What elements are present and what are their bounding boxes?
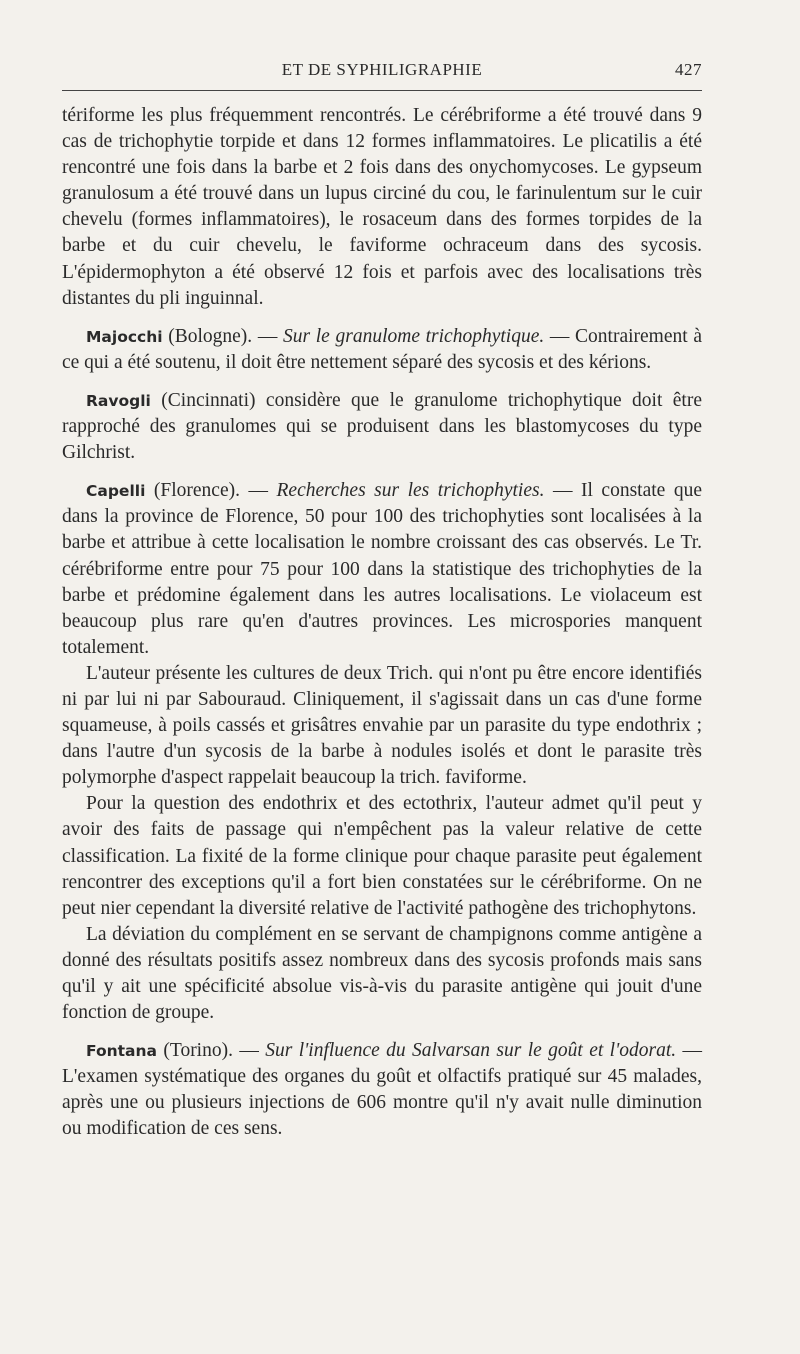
author-place: (Torino). — [157, 1040, 266, 1062]
author-name: Fontana [86, 1042, 158, 1061]
header-rule [62, 90, 702, 91]
abstract-body: — L'examen systématique des organes du goût et olfactifs pratiqué sur 45 malades, après une ou plusieurs injections de 606 montre qu'il n'y avait nulle diminution ou modification de ces sens. [62, 1040, 703, 1140]
author-place: (Florence). — [145, 480, 277, 502]
page-number: 427 [675, 60, 702, 79]
article-title: Sur le granulome trichophytique. [283, 325, 545, 347]
paragraph-auteur: L'auteur présente les cultures de deux Trich. qui n'ont pu être encore identifiés ni par lui ni par Sabouraud. Cliniquement, il s'agissait dans un cas d'une forme squameuse, à poils cassés et grisâtres envahie par un parasite du type endothrix ; dans l'autre d'un sycosis de la barbe à nodules isolés et dont le parasite très polymorphe d'aspect rappelait beaucoup la trich. faviforme. [62, 662, 702, 789]
running-header [62, 58, 702, 90]
paragraph-deviation: La déviation du complément en se servant de champignons comme antigène a donné des résultats positifs assez nombreux dans des sycosis profonds mais sans qu'il y ait une spécificité absolue vis-à-vis du parasite antigène qui jouit d'une fonction de groupe. [62, 923, 702, 1024]
running-title: ET DE SYPHILIGRAPHIE [281, 60, 483, 79]
abstract-capelli [62, 478, 702, 661]
author-name: Majocchi [86, 327, 163, 346]
paragraph-continued: tériforme les plus fréquemment rencontrés. Le cérébriforme a été trouvé dans 9 cas de trichophytie torpide et dans 12 formes inflammatoires. Le plicatilis a été rencontré une fois dans la barbe et 2 fois dans des onychomycoses. Le gypseum granulosum a été trouvé dans un lupus circiné du cou, le farinulentum sur le cuir chevelu (formes inflammatoires), le rosaceum dans des formes torpides de la barbe et du cuir chevelu, le faviforme ochraceum dans des sycosis. L'épidermophyton a été observé 12 fois et parfois avec des localisations très distantes du pli inguinnal. [62, 105, 702, 309]
author-name: Capelli [86, 482, 146, 501]
abstract-ravogli [62, 388, 702, 466]
paragraph-question: Pour la question des endothrix et des ectothrix, l'auteur admet qu'il peut y avoir des faits de passage qui n'empêchent pas la valeur relative de cette classification. La fixité de la forme clinique pour chaque parasite peut également rencontrer des exceptions qu'il a fort bien constatées sur le cérébriforme. On ne peut nier cependant la diversité relative de l'activité pathogène des trichophytons. [62, 793, 702, 919]
article-title: Recherches sur les trichophyties. [276, 480, 545, 502]
abstract-fontana [62, 1038, 702, 1142]
abstract-body: (Cincinnati) considère que le granulome trichophytique doit être rapproché des granulomes qui se produisent dans les blastomycoses du type Gilchrist. [62, 389, 702, 464]
abstract-body: — Il constate que dans la province de Florence, 50 pour 100 des trichophyties sont localisées à la barbe et attribue à cette localisation le nombre croissant des cas observés. Le Tr. cérébriforme entre pour 75 pour 100 dans la statistique des trichophyties de la barbe et prédomine également dans les autres localisations. Le violaceum est beaucoup plus rare qu'en d'autres provinces. Les microspories manquent totalement. [62, 480, 702, 658]
author-name: Ravogli [86, 391, 151, 410]
article-title: Sur l'influence du Salvarsan sur le goût et l'odorat. [265, 1040, 677, 1062]
abstract-majocchi [62, 324, 702, 376]
book-page [62, 58, 702, 1143]
author-place: (Bologne). — [162, 325, 283, 347]
abstract-body: — Contrairement à ce qui a été soutenu, il doit être nettement séparé des sycosis et des kérions. [62, 325, 702, 373]
